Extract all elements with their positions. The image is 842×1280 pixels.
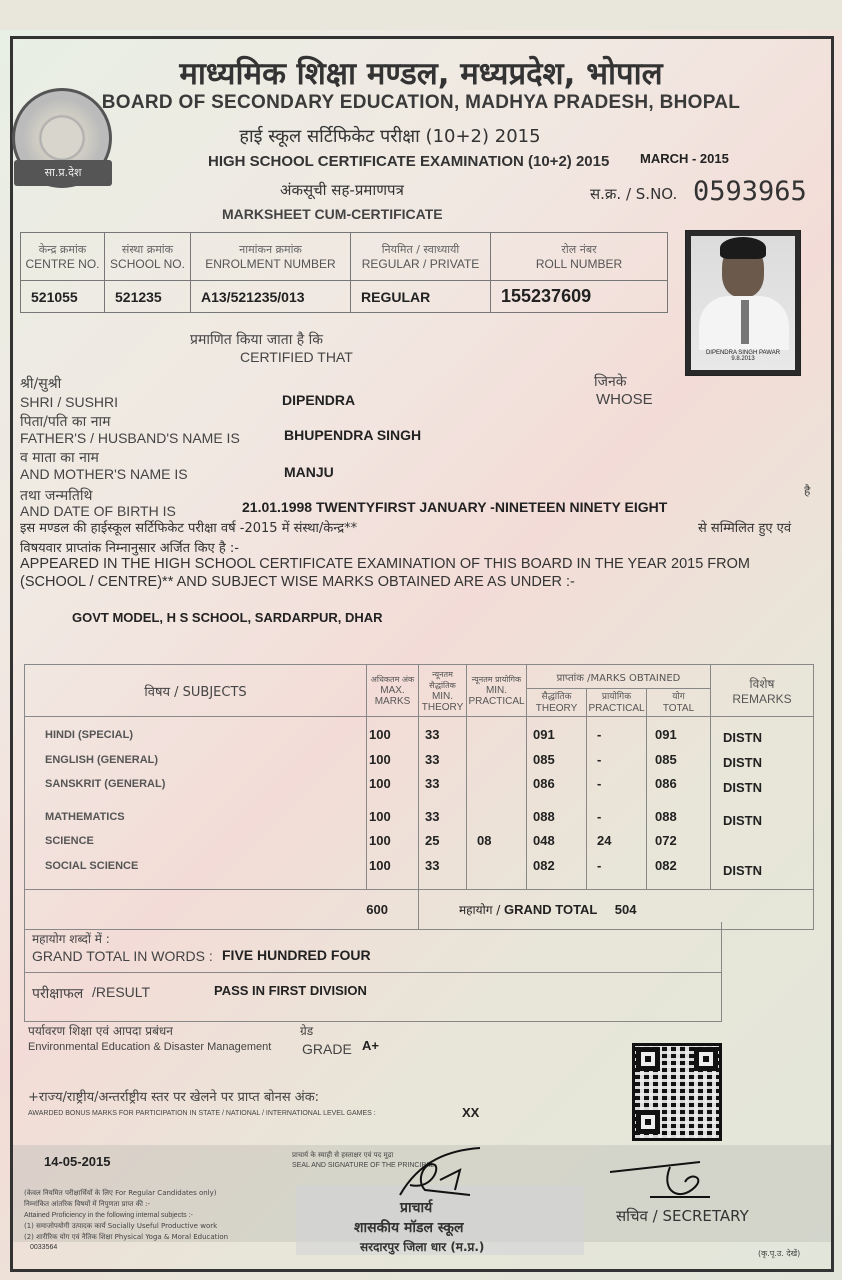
theory-cell: 086 <box>533 776 555 791</box>
max-marks-cell: 100 <box>369 751 391 767</box>
result-value: PASS IN FIRST DIVISION <box>214 983 367 998</box>
photo-hair <box>720 237 766 259</box>
subject-name: SCIENCE <box>45 835 94 847</box>
grade-label-hindi: ग्रेड <box>300 1024 314 1038</box>
min-practical-cell: 08 <box>477 833 492 848</box>
candidate-id-table <box>20 232 668 313</box>
appeared-hindi-line1: इस मण्डल की हाईस्कूल सर्टिफिकेट परीक्षा वर्ष -2015 में संस्था/केन्द्र** <box>20 521 358 536</box>
stamp-line2: शासकीय मॉडल स्कूल <box>354 1220 464 1236</box>
exam-title-hindi: हाई स्कूल सर्टिफिकेट परीक्षा (10+2) 2015 <box>239 126 541 147</box>
max-marks-cell: 100 <box>369 808 391 824</box>
grade-value: A+ <box>362 1038 379 1053</box>
theory-cell: 048 <box>533 833 555 848</box>
result-label-hindi: परीक्षाफल <box>32 986 84 1002</box>
photo-caption: DIPENDRA SINGH PAWAR 9.8.2013 <box>705 350 781 362</box>
header-practical: प्रायोगिक PRACTICAL <box>587 689 647 717</box>
exam-session: MARCH - 2015 <box>640 151 729 166</box>
footnote-line: (केवल नियमित परीक्षार्थियों के लिए For Regular Candidates only) <box>24 1189 217 1197</box>
theory-cell: 088 <box>533 808 555 824</box>
regular-private-value: REGULAR <box>351 281 491 313</box>
photo-tie <box>741 300 749 344</box>
footnotes <box>24 1188 284 1243</box>
subject-name: HINDI (SPECIAL) <box>45 729 133 741</box>
total-cell: 082 <box>655 857 677 873</box>
footnote-line: (1) समाजोपयोगी उत्पादक कार्य Socially Useful Productive work <box>24 1222 218 1230</box>
name-label-hindi: श्री/सुश्री <box>20 376 62 392</box>
appeared-hindi-right: से सम्मिलित हुए एवं <box>698 521 792 536</box>
marksheet-title-hindi: अंकसूची सह-प्रमाणपत्र <box>280 181 404 199</box>
remarks-cell: DISTN <box>723 755 762 770</box>
min-theory-cell: 33 <box>425 751 440 767</box>
theory-column <box>527 717 587 890</box>
footnote-line: Attained Proficiency in the following internal subjects :- <box>24 1212 193 1219</box>
appeared-hindi-line2: विषयवार प्राप्तांक निम्नानुसार अर्जित किए है :- <box>20 541 239 556</box>
practical-column <box>587 717 647 890</box>
total-cell: 072 <box>655 833 677 848</box>
footer-serial: 0033564 <box>30 1244 58 1251</box>
theory-cell: 085 <box>533 751 555 767</box>
max-marks-cell: 100 <box>369 776 391 791</box>
max-marks-column <box>367 717 419 890</box>
issue-date: 14-05-2015 <box>44 1154 111 1169</box>
enrolment-no-value: A13/521235/013 <box>191 281 351 313</box>
practical-cell: - <box>597 751 602 767</box>
principal-signature <box>380 1140 510 1210</box>
grand-total-value: 504 <box>614 902 637 917</box>
footnote-line: (2) शारीरिक योग एवं नैतिक शिक्षा Physical Yoga & Moral Education <box>24 1233 229 1241</box>
hai-suffix: है <box>804 484 811 498</box>
seal-label-hindi: प्राचार्य के स्याही से हस्ताक्षर एवं पद मुद्रा <box>292 1151 394 1159</box>
date-of-birth: 21.01.1998 TWENTYFIRST JANUARY -NINETEEN NINETY EIGHT <box>242 499 668 515</box>
min-theory-cell: 33 <box>425 808 440 824</box>
footnote-line: निम्नांकित आंतरिक विषयों में निपुणता प्राप्त की :- <box>24 1200 151 1208</box>
serial-number: 0593965 <box>693 176 807 207</box>
words-label-hindi: महायोग शब्दों में : <box>32 932 110 946</box>
header-total: योग TOTAL <box>647 689 711 717</box>
remarks-cell: DISTN <box>723 813 762 828</box>
mother-label-english: AND MOTHER'S NAME IS <box>20 466 188 482</box>
marks-body-row <box>25 717 814 890</box>
subject-name: SANSKRIT (GENERAL) <box>45 778 166 790</box>
words-label-english: GRAND TOTAL IN WORDS : <box>32 948 213 964</box>
practical-cell: - <box>597 857 602 873</box>
dob-label-hindi: तथा जन्मतिथि <box>20 488 93 504</box>
header-marks-obtained: प्राप्तांक /MARKS OBTAINED <box>527 665 711 689</box>
min-theory-cell: 33 <box>425 776 440 791</box>
marksheet-title-english: MARKSHEET CUM-CERTIFICATE <box>222 206 443 222</box>
grand-total-words: FIVE HUNDRED FOUR <box>222 947 371 963</box>
school-no-value: 521235 <box>105 281 191 313</box>
min-practical-column <box>467 717 527 890</box>
header-school-no: संस्था क्रमांक SCHOOL NO. <box>105 233 191 281</box>
total-cell: 086 <box>655 776 677 791</box>
total-cell: 091 <box>655 727 677 742</box>
seal-label-english: SEAL AND SIGNATURE OF THE PRINCIPAL <box>292 1162 435 1169</box>
stamp-line1: प्राचार्य <box>400 1200 433 1216</box>
appeared-english-line2: (SCHOOL / CENTRE)** AND SUBJECT WISE MARKS OBTAINED ARE AS UNDER :- <box>20 574 575 590</box>
remarks-cell: DISTN <box>723 730 762 745</box>
total-cell: 088 <box>655 808 677 824</box>
roll-number-value: 155237609 <box>491 281 668 313</box>
result-divider <box>24 972 722 973</box>
qr-eye-icon <box>636 1047 660 1071</box>
school-name: GOVT MODEL, H S SCHOOL, SARDARPUR, DHAR <box>72 610 383 625</box>
mother-label-hindi: व माता का नाम <box>20 450 99 466</box>
grade-label-english: GRADE <box>302 1041 352 1057</box>
env-label-english: Environmental Education & Disaster Management <box>28 1041 272 1053</box>
min-theory-cell: 25 <box>425 833 440 848</box>
max-marks-cell: 100 <box>369 857 391 873</box>
mother-name: MANJU <box>284 464 334 480</box>
grand-total-cell: महायोग / GRAND TOTAL 504 <box>419 890 814 930</box>
max-marks-cell: 100 <box>369 727 391 742</box>
practical-cell: - <box>597 727 602 742</box>
min-theory-cell: 33 <box>425 727 440 742</box>
header-max-marks: अधिकतम अंक MAX. MARKS <box>367 665 419 717</box>
father-label-english: FATHER'S / HUSBAND'S NAME IS <box>20 430 240 446</box>
min-theory-cell: 33 <box>425 857 440 873</box>
marks-table <box>24 664 814 930</box>
practical-cell: 24 <box>597 833 612 848</box>
father-label-hindi: पिता/पति का नाम <box>20 414 111 430</box>
theory-cell: 091 <box>533 727 555 742</box>
result-label-english: /RESULT <box>92 984 151 1000</box>
total-column <box>647 717 711 890</box>
practical-cell: - <box>597 776 602 791</box>
remarks-cell: DISTN <box>723 863 762 878</box>
student-name: DIPENDRA <box>282 392 356 408</box>
subject-name: ENGLISH (GENERAL) <box>45 753 159 766</box>
board-title-hindi: माध्यमिक शिक्षा मण्डल, मध्यप्रदेश, भोपाल <box>179 56 663 92</box>
appeared-english-line1: APPEARED IN THE HIGH SCHOOL CERTIFICATE EXAMINATION OF THIS BOARD IN THE YEAR 2015 FROM <box>20 556 750 572</box>
header-roll-number: रोल नंबर ROLL NUMBER <box>491 233 668 281</box>
subject-name: SOCIAL SCIENCE <box>45 859 139 872</box>
bonus-label-english: AWARDED BONUS MARKS FOR PARTICIPATION IN STATE / NATIONAL / INTERNATIONAL LEVEL GAMES : <box>28 1110 376 1117</box>
min-theory-column <box>419 717 467 890</box>
dob-label-english: AND DATE OF BIRTH IS <box>20 503 176 519</box>
header-enrolment-no: नामांकन क्रमांक ENROLMENT NUMBER <box>191 233 351 281</box>
serial-number-label: स.क्र. / S.NO. <box>590 185 678 203</box>
secretary-label: सचिव / SECRETARY <box>616 1207 749 1225</box>
board-title-english: BOARD OF SECONDARY EDUCATION, MADHYA PRADESH, BHOPAL <box>101 92 741 113</box>
env-label-hindi: पर्यावरण शिक्षा एवं आपदा प्रबंधन <box>28 1024 173 1038</box>
header-min-theory: न्यूनतम सैद्धांतिक MIN. THEORY <box>419 665 467 717</box>
bonus-label-hindi: +राज्य/राष्ट्रीय/अन्तर्राष्ट्रीय स्तर पर खेलने पर प्राप्त बोनस अंक: <box>28 1090 320 1105</box>
header-centre-no: केन्द्र क्रमांक CENTRE NO. <box>21 233 105 281</box>
remarks-column <box>711 717 814 890</box>
header-min-practical: न्यूनतम प्रायोगिक MIN. PRACTICAL <box>467 665 527 717</box>
exam-title-english: HIGH SCHOOL CERTIFICATE EXAMINATION (10+2) 2015 <box>208 153 610 170</box>
theory-cell: 082 <box>533 857 555 873</box>
header-remarks: विशेष REMARKS <box>711 665 814 717</box>
whose-english: WHOSE <box>596 391 653 408</box>
practical-cell: - <box>597 808 602 824</box>
total-cell: 085 <box>655 751 677 767</box>
centre-no-value: 521055 <box>21 281 105 313</box>
bonus-value: XX <box>462 1105 480 1120</box>
qr-eye-icon <box>694 1047 718 1071</box>
emblem-ribbon: सा.प्र.देश <box>14 160 112 186</box>
certified-english: CERTIFIED THAT <box>240 349 353 365</box>
certified-hindi: प्रमाणित किया जाता है कि <box>190 332 324 348</box>
header-subjects: विषय / SUBJECTS <box>25 665 367 717</box>
whose-hindi: जिनके <box>594 374 627 390</box>
name-label-english: SHRI / SUSHRI <box>20 394 119 410</box>
max-marks-cell: 100 <box>369 833 391 848</box>
pto-note: (कृ.पृ.उ. देखें) <box>758 1249 801 1258</box>
remarks-cell: DISTN <box>723 780 762 795</box>
max-total: 600 <box>25 890 419 930</box>
stamp-line3: सरदारपुर जिला धार (म.प्र.) <box>360 1240 485 1254</box>
subject-name: MATHEMATICS <box>45 810 125 823</box>
subject-list <box>25 717 367 890</box>
father-name: BHUPENDRA SINGH <box>284 427 422 443</box>
header-regular-private: नियमित / स्वाध्यायी REGULAR / PRIVATE <box>351 233 491 281</box>
header-theory: सैद्धांतिक THEORY <box>527 689 587 717</box>
secretary-signature <box>600 1152 720 1207</box>
qr-eye-icon <box>636 1110 660 1134</box>
